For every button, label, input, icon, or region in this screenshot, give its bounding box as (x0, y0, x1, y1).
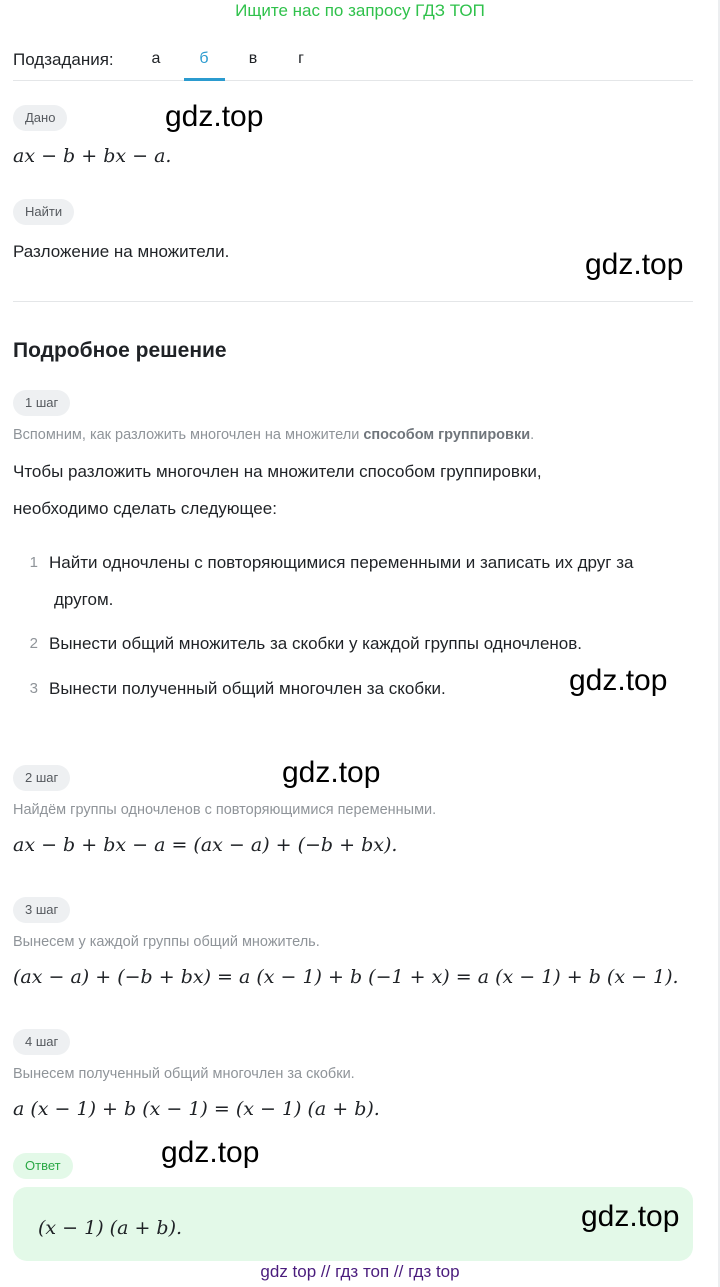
step1-line1: Чтобы разложить многочлен на множители способом группировки, (13, 462, 542, 481)
list-item-2: Вынести общий множитель за скобки у каждой группы одночленов. (49, 634, 583, 653)
step1-pill: 1 шаг (13, 390, 70, 416)
list-item-3: Вынести полученный общий многочлен за скобки. (49, 679, 446, 698)
given-pill: Дано (13, 105, 67, 131)
step1-note-suffix: . (530, 427, 535, 443)
watermark: gdz.top (585, 248, 684, 281)
find-pill: Найти (13, 199, 74, 225)
tabs-divider (13, 80, 693, 81)
solution-title: Подробное решение (13, 339, 227, 362)
step4-note: Вынесем полученный общий многочлен за скобки. (13, 1066, 355, 1082)
tab-b[interactable]: б (199, 50, 209, 67)
watermark: gdz.top (569, 664, 668, 697)
answer-expression: (x − 1) (a + b). (38, 1217, 183, 1239)
step2-pill: 2 шаг (13, 765, 70, 791)
step4-expression: a (x − 1) + b (x − 1) = (x − 1) (a + b). (13, 1098, 380, 1120)
active-tab-indicator (184, 78, 225, 81)
subtasks-label: Подзадания: (13, 50, 114, 69)
find-text: Разложение на множители. (13, 242, 230, 261)
step3-expression: (ax − a) + (−b + bx) = a (x − 1) + b (−1 + x) = a (x − 1) + b (x − 1). (13, 966, 679, 988)
answer-pill: Ответ (13, 1153, 73, 1179)
list-item-number: 2 (29, 635, 38, 652)
step4-pill: 4 шаг (13, 1029, 70, 1055)
tab-g[interactable]: г (298, 50, 304, 67)
step3-note: Вынесем у каждой группы общий множитель. (13, 934, 320, 950)
watermark: gdz.top (581, 1200, 680, 1233)
given-expression: ax − b + bx − a. (13, 145, 172, 167)
step3-pill: 3 шаг (13, 897, 70, 923)
list-item-number: 3 (29, 680, 38, 697)
section-divider (13, 301, 693, 302)
watermark: gdz.top (161, 1136, 260, 1169)
step1-note-prefix: Вспомним, как разложить многочлен на множители (13, 427, 364, 443)
step1-note-bold: способом группировки (363, 427, 531, 443)
list-item-number: 1 (29, 554, 38, 571)
list-item-1-line1: Найти одночлены с повторяющимися переменными и записать их друг за (49, 553, 634, 572)
search-promo-banner: Ищите нас по запросу ГДЗ ТОП (235, 1, 485, 20)
watermark: gdz.top (282, 756, 381, 789)
tab-a[interactable]: а (151, 50, 161, 67)
step2-expression: ax − b + bx − a = (ax − a) + (−b + bx). (13, 834, 398, 856)
watermark: gdz.top (165, 100, 264, 133)
step2-note: Найдём группы одночленов с повторяющимися переменными. (13, 802, 437, 818)
tab-v[interactable]: в (248, 50, 258, 67)
step1-line2: необходимо сделать следующее: (13, 499, 277, 518)
step1-note (13, 427, 534, 443)
footer-links[interactable]: gdz top // гдз топ // гдз top (260, 1262, 460, 1281)
list-item-1-line2: другом. (54, 590, 114, 609)
